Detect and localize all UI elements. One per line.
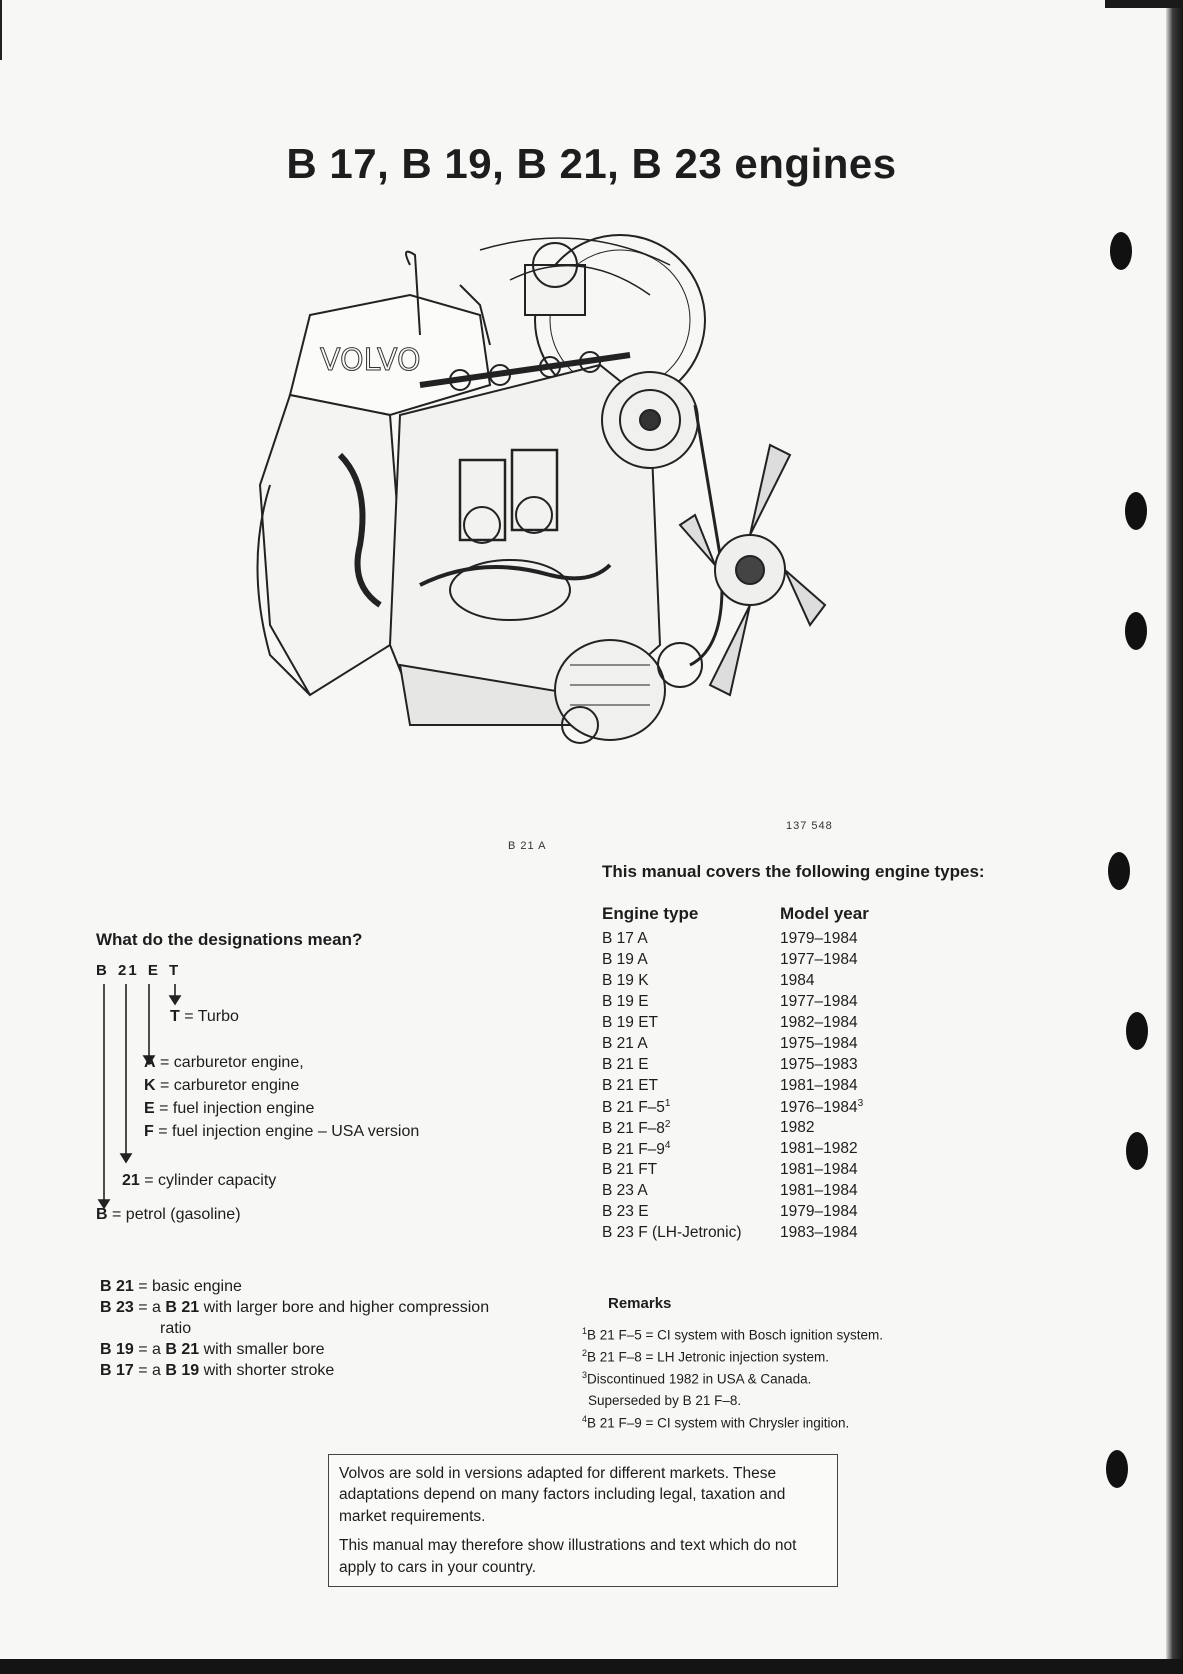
remark-item: Superseded by B 21 F–8.: [588, 1393, 742, 1409]
page-title: B 17, B 19, B 21, B 23 engines: [286, 140, 897, 187]
model-year-cell: 1979–1984: [780, 930, 858, 947]
binder-hole: [1125, 612, 1147, 650]
binder-hole: [1110, 232, 1132, 270]
engine-type-cell: B 21 $F-8^2$: [602, 1119, 671, 1138]
engine-type-cell: B 21 A: [602, 1035, 648, 1052]
petrol-line: B = petrol (gasoline): [96, 1206, 241, 1223]
engine-drawing-icon: [250, 225, 830, 800]
remark-item: $^4$B 21 F–9 = CI system with Chrysler ingition.: [582, 1413, 850, 1431]
engine-row: [602, 1182, 869, 1203]
notice-box: [328, 1454, 838, 1587]
remark-item: $^1$B 21 F–5 = CI system with Bosch ignition system.: [582, 1326, 884, 1343]
engine-row: [602, 993, 869, 1014]
binder-hole: [1106, 1450, 1128, 1488]
engine-type-cell: B 19 E: [602, 993, 649, 1010]
model-year-cell: 1981–1984: [780, 1077, 858, 1094]
fuel-type-item: K = carburetor engine: [144, 1077, 300, 1094]
engine-row: [602, 1161, 869, 1182]
model-year-cell: 1977–1984: [780, 951, 858, 968]
page-edge-top-right: [1105, 0, 1183, 8]
model-year-cell: 1981–1984: [780, 1161, 858, 1178]
remark-item: $^2$B 21 F–8 = LH Jetronic injection system.: [582, 1348, 830, 1365]
binder-hole: [1125, 492, 1147, 530]
engine-row: [602, 1014, 869, 1035]
page-edge-left: [0, 0, 2, 60]
binder-hole: [1108, 852, 1130, 890]
engine-row: [602, 972, 869, 993]
engine-table: [602, 904, 869, 1245]
engine-type-cell: B 23 A: [602, 1182, 648, 1199]
fuel-type-list: [144, 1052, 419, 1144]
engine-type-cell: B 21 FT: [602, 1161, 658, 1178]
model-year-cell: 1975–1983: [780, 1056, 858, 1073]
basic-engine-item: B 21 = basic engine: [100, 1278, 242, 1295]
basic-engine-item: B 19 = a B 21 with smaller bore: [100, 1341, 325, 1358]
col-model-year: Model year: [780, 904, 869, 923]
binder-hole: [1126, 1132, 1148, 1170]
model-year-cell: 1981–1984: [780, 1182, 858, 1199]
engine-type-cell: B 21 $F-9^4$: [602, 1140, 671, 1159]
engine-row: [602, 1224, 869, 1245]
model-year-cell: 1976–1984$^3$: [780, 1098, 864, 1117]
model-year-cell: 1984: [780, 972, 815, 989]
engine-type-cell: B 19 A: [602, 951, 648, 968]
remarks-heading: Remarks: [608, 1295, 672, 1312]
turbo-line: T = Turbo: [170, 1008, 239, 1025]
engine-type-cell: B 23 E: [602, 1203, 649, 1220]
fuel-type-item: E = fuel injection engine: [144, 1100, 315, 1117]
engine-row: [602, 1119, 869, 1140]
basic-engine-item: B 23 = a B 21 with larger bore and higher compression: [100, 1299, 490, 1316]
engine-type-cell: B 19 K: [602, 972, 649, 989]
model-year-cell: 1981–1982: [780, 1140, 858, 1157]
basic-engine-list: [100, 1276, 580, 1381]
fuel-type-item: A = carburetor engine,: [144, 1054, 304, 1071]
basic-engine-item: B 17 = a B 19 with shorter stroke: [100, 1362, 335, 1379]
fuel-type-item: F = fuel injection engine – USA version: [144, 1123, 420, 1140]
model-year-cell: 1983–1984: [780, 1224, 858, 1241]
engine-row: [602, 1203, 869, 1224]
engine-illustration: [250, 225, 830, 800]
svg-text:VOLVO: VOLVO: [320, 343, 421, 378]
binder-hole: [1126, 1012, 1148, 1050]
figure-caption-number: 137 548: [786, 820, 833, 832]
engine-type-cell: B 21 E: [602, 1056, 649, 1073]
designation-code: B 21 E T: [96, 962, 181, 979]
remark-item: $^3$Discontinued 1982 in USA & Canada.: [582, 1370, 812, 1387]
figure-caption-model: B 21 A: [508, 840, 547, 852]
engine-row: [602, 1140, 869, 1161]
designations-heading: What do the designations mean?: [96, 930, 363, 949]
model-year-cell: 1982: [780, 1119, 815, 1136]
notice-paragraph-2: This manual may therefore show illustrations and text which do not apply to cars in your country.: [339, 1537, 797, 1576]
col-engine-type: Engine type: [602, 904, 699, 923]
coverage-heading: This manual covers the following engine types:: [602, 862, 985, 881]
model-year-cell: 1982–1984: [780, 1014, 858, 1031]
engine-row: [602, 951, 869, 972]
page-edge-right: [1166, 0, 1183, 1674]
notice-paragraph-1: Volvos are sold in versions adapted for different markets. These adaptations depend on many factors including legal, taxation and market requirements.: [339, 1465, 786, 1525]
page-edge-bottom: [0, 1659, 1183, 1674]
engine-type-cell: B 21 $F-5^1$: [602, 1098, 671, 1117]
engine-type-cell: B 21 ET: [602, 1077, 658, 1094]
remarks-list: [582, 1324, 1022, 1434]
capacity-line: 21 = cylinder capacity: [122, 1172, 277, 1189]
engine-row: [602, 1077, 869, 1098]
model-year-cell: 1977–1984: [780, 993, 858, 1010]
engine-row: [602, 1098, 869, 1119]
basic-engine-item: ratio: [160, 1320, 192, 1337]
engine-type-cell: B 17 A: [602, 930, 648, 947]
engine-row: [602, 1035, 869, 1056]
model-year-cell: 1979–1984: [780, 1203, 858, 1220]
engine-type-cell: B 19 ET: [602, 1014, 658, 1031]
engine-type-cell: B 23 F (LH-Jetronic): [602, 1224, 742, 1241]
model-year-cell: 1975–1984: [780, 1035, 858, 1052]
engine-row: [602, 930, 869, 951]
engine-row: [602, 1056, 869, 1077]
